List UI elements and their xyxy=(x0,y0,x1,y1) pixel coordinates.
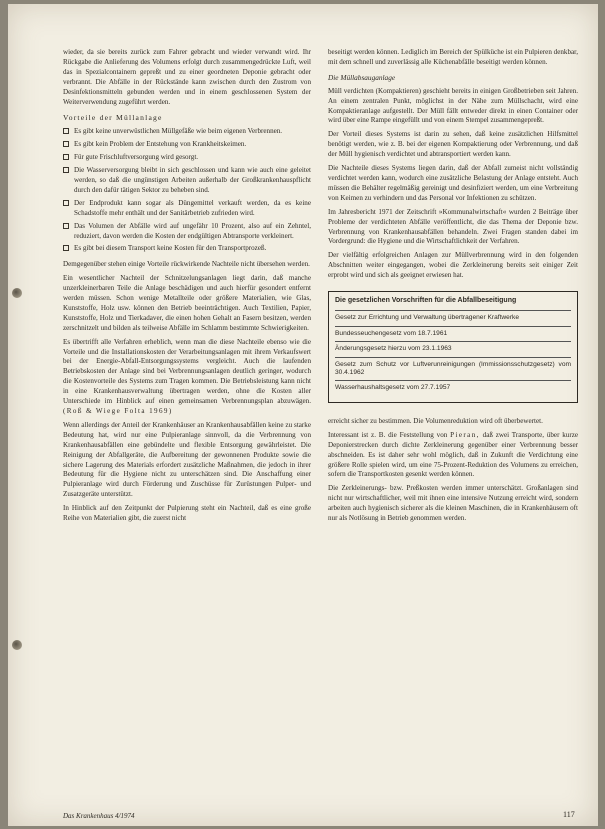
checkbox-square-icon xyxy=(63,223,69,229)
legal-item: Änderungsgesetz hierzu vom 23.1.1963 xyxy=(335,341,571,356)
legal-item: Bundesseuchengesetz vom 18.7.1961 xyxy=(335,326,571,341)
paragraph: Es übertrifft alle Verfahren erheblich, wenn man die diese Nachteile ebenso wie die Vorteile und die Installationskosten der Verarbeitungsanlagen mit ihrem Verkaufswert bei der Energie-Abfall-Entsorgungssystems vergleicht. Auch die laufenden Betriebskosten der Anlage sind bei Verbrennungsanlagen deutlich geringer, wodurch die Kostenvorteile des Systems zum Tragen kommen. Die Betriebsleistung kann nicht in eine Krankenhausverwaltung übertragen werden, ohne die Kosten aller Unterschiede im Hinblick auf einen gemeinsamen Verbrennungsplan abzuwägen. (Roß & Wiege Folta 1969) xyxy=(63,337,311,415)
legal-regulations-box xyxy=(328,291,578,403)
legal-item: Wasserhaushaltsgesetz vom 27.7.1957 xyxy=(335,380,571,395)
paragraph: beseitigt werden können. Lediglich im Bereich der Spülküche ist ein Pulpieren denkbar, mit dem schnell und zuverlässig alle Küchenabfälle beseitigt werden können. xyxy=(328,48,578,66)
disadvantages-intro: Demgegenüber stehen einige Vorteile rückwirkende Nachteile nicht übersehen werden. xyxy=(63,260,310,269)
checkbox-square-icon xyxy=(63,141,69,147)
paragraph: Die Zerkleinerungs- bzw. Preßkosten werden immer unterschätzt. Großanlagen sind nicht nur wirtschaftlicher, weil mit ihnen eine intensive Nutzung erreicht wird, sondern arbeiten auch hygienisch sicherer als die kleinen Maschinen, die in Krankenhäusern oft nur als Notlösung in Betrieb genommen werden. xyxy=(328,484,578,523)
checkbox-square-icon xyxy=(63,200,69,206)
checkbox-square-icon xyxy=(63,245,69,251)
list-item: Es gibt keine unverwüstlichen Müllgefäße wie beim eigenen Verbrennen. xyxy=(63,127,311,137)
paragraph: erreicht sicher zu bestimmen. Die Volumenreduktion wird oft überbewertet. xyxy=(328,416,543,425)
legal-box-title: Die gesetzlichen Vorschriften für die Abfallbeseitigung xyxy=(335,297,517,305)
binder-hole-bottom xyxy=(12,640,22,650)
page-number: 117 xyxy=(563,810,575,819)
paragraph: In Hinblick auf den Zeitpunkt der Pulpierung steht ein Nachteil, daß es eine große Reihe von Materialien gibt, die zuerst nicht xyxy=(63,504,311,523)
list-item: Der Endprodukt kann sogar als Düngemittel verkauft werden, da es keine Schadstoffe mehr enthält und der Sanitärbetrieb zufrieden wird. xyxy=(63,199,311,219)
citation: (Roß & Wiege Folta 1969) xyxy=(63,407,173,415)
list-item: Das Volumen der Abfälle wird auf ungefähr 10 Prozent, also auf ein Zehntel, reduziert, davon werden die Kosten der endgültigen Abtransporte verkleinert. xyxy=(63,222,311,242)
advantages-list xyxy=(63,127,311,254)
author-name: Pieran, xyxy=(450,430,480,439)
right-column xyxy=(328,48,578,528)
section-subheading: Die Müllabsauganlage xyxy=(328,72,396,82)
list-item: Es gibt bei diesem Transport keine Kosten für den Transportprozeß. xyxy=(63,244,311,254)
journal-footer: Das Krankenhaus 4/1974 xyxy=(63,812,135,820)
paragraph: Müll verdichten (Kompaktieren) geschieht bereits in einigen Großbetrieben seit Jahren. An einem zentralen Punkt, möglichst in der Nähe zum Müllschacht, wird eine Kompaktieranlage aufgestellt. Der Müll fällt entweder direkt in einen Container oder wird über eine Rampe eingefüllt und von einem Stempel zusammengepreßt. xyxy=(328,86,578,125)
checkbox-square-icon xyxy=(63,128,69,134)
binder-hole-top xyxy=(12,288,22,298)
document-page xyxy=(8,4,598,826)
list-item: Für gute Frischluftversorgung wird gesorgt. xyxy=(63,153,311,163)
paragraph: Der Vorteil dieses Systems ist darin zu sehen, daß keine zusätzlichen Hilfsmittel benötigt werden, wie z. B. bei der eigenen Kompaktierung oder Verbrennung, und daß der Müll hygienisch verdichtet und abtransportiert werden kann. xyxy=(328,130,578,159)
list-item: Die Wasserversorgung bleibt in sich geschlossen und kann wie auch eine geleitet werden, so daß die ungünstigen Arbeiten außerhalb der Großkrankenhauspflicht durch den dafür tätigen Sektor zu beheben sind. xyxy=(63,166,311,196)
paragraph: Ein wesentlicher Nachteil der Schnitzelungsanlagen liegt darin, daß manche unzerkleinerbaren Teile die Anlage beschädigen und auch hierfür gesondert entfernt werden müssen. Schon wenige Metallteile oder größere Materialien, wie Glas, Kunststoffe, Holz usw. können den Betrieb beeinträchtigen. Auch Textilien, Papier, Kunststoffe, Holz und Tierkadaver, die einen hohen Gehalt an Fasern besitzen, werden zerschnitzelt und bilden als teilweise Abfälle im Schlamm bestimmte Schwierigkeiten. xyxy=(63,274,311,332)
left-column xyxy=(63,48,311,528)
checkbox-square-icon xyxy=(63,167,69,173)
list-item: Es gibt kein Problem der Entstehung von Krankheitskeimen. xyxy=(63,140,311,150)
paragraph: Wenn allerdings der Anteil der Krankenhäuser an Krankenhausabfällen keine zu starke Bedeutung hat, wird nur eine Pulpieranlage sinnvoll, da die Verbrennung von Krankenhausabfällen eine gebündelte und flexible Entsorgung gewährleistet. Die Reinigung der Abfallgeräte, die Aufbereitung der gewonnenen Produkte sowie die sichere Lagerung des Materials erfordert zusätzliche Maßnahmen, die jedoch in ihrer Bedeutung für die Hygiene nicht zu unterschätzen sind. Die Anschaffung einer Pulpieranlage wird durch Förderung und Zuschüsse für Zurüstungen Pulper- und Zusatzgeräte unterstützt. xyxy=(63,420,311,499)
intro-paragraph: wieder, da sie bereits zurück zum Fahrer gebracht und wieder verwandt wird. Ihr Rückgabe die Anlieferung des Volumens erfolgt durch zusammengedrückte Luft, weil das in Spezialcontainern gepreßt und zu einer geordneten Deponie gebracht oder verbrannt. Die Abfälle in der Rückstände kann zwischen durch den Zustrom von Desinfektionsmitteln gebunden werden und in einem geschlossenen System der Weiterverwendung zugeführt werden. xyxy=(63,48,311,106)
paragraph: Der vielfältig erfolgreichen Anlagen zur Müllverbrennung wird in den folgenden Abschnitten weiter eingegangen, wobei die Zerkleinerung bereits seit einiger Zeit erprobt wird und sich als geeignet erwiesen hat. xyxy=(328,251,578,280)
checkbox-square-icon xyxy=(63,154,69,160)
legal-item: Gesetz zur Errichtung und Verwaltung übertragener Kraftwerke xyxy=(335,310,571,325)
legal-item: Gesetz zum Schutz vor Luftverunreinigungen (Immissionsschutzgesetz) vom 30.4.1962 xyxy=(335,357,571,381)
paragraph: Die Nachteile dieses Systems liegen darin, daß der Abfall zumeist nicht vollständig verdichtet werden kann, wodurch eine zusätzliche Belastung der Anlage entsteht. Auch müssen die Behälter regelmäßig gereinigt und desinfiziert werden, um eine Verbreitung von Keimen zu verhindern und das Personal vor Infektionen zu schützen. xyxy=(328,164,578,202)
advantages-heading: Vorteile der Müllanlage xyxy=(63,113,163,123)
paragraph: Im Jahresbericht 1971 der Zeitschrift »Kommunalwirtschaft« wurden 2 Beiträge über Probleme der verdichteten Abfälle veröffentlicht, die das Thema der Deponie bzw. Verbrennung von Krankenhausabfällen behandeln. Zwei Fragen standen dabei im Vordergrund: die Hygiene und die Wirtschaftlichkeit der Verfahren. xyxy=(328,207,578,246)
paragraph: Interessant ist z. B. die Feststellung von Pieran, daß zwei Transporte, über kurze Deponierstrecken durch dichte Zerkleinerung gegenüber einer Verbrennung besser abschneiden. Es ist daher sehr wohl möglich, daß in Zukunft die Verdichtung eine größere Rolle spielen wird, um eine 75-Prozent-Reduktion des Volumens zu erreichen, sofern die Transportkosten gesenkt werden können. xyxy=(328,430,578,479)
